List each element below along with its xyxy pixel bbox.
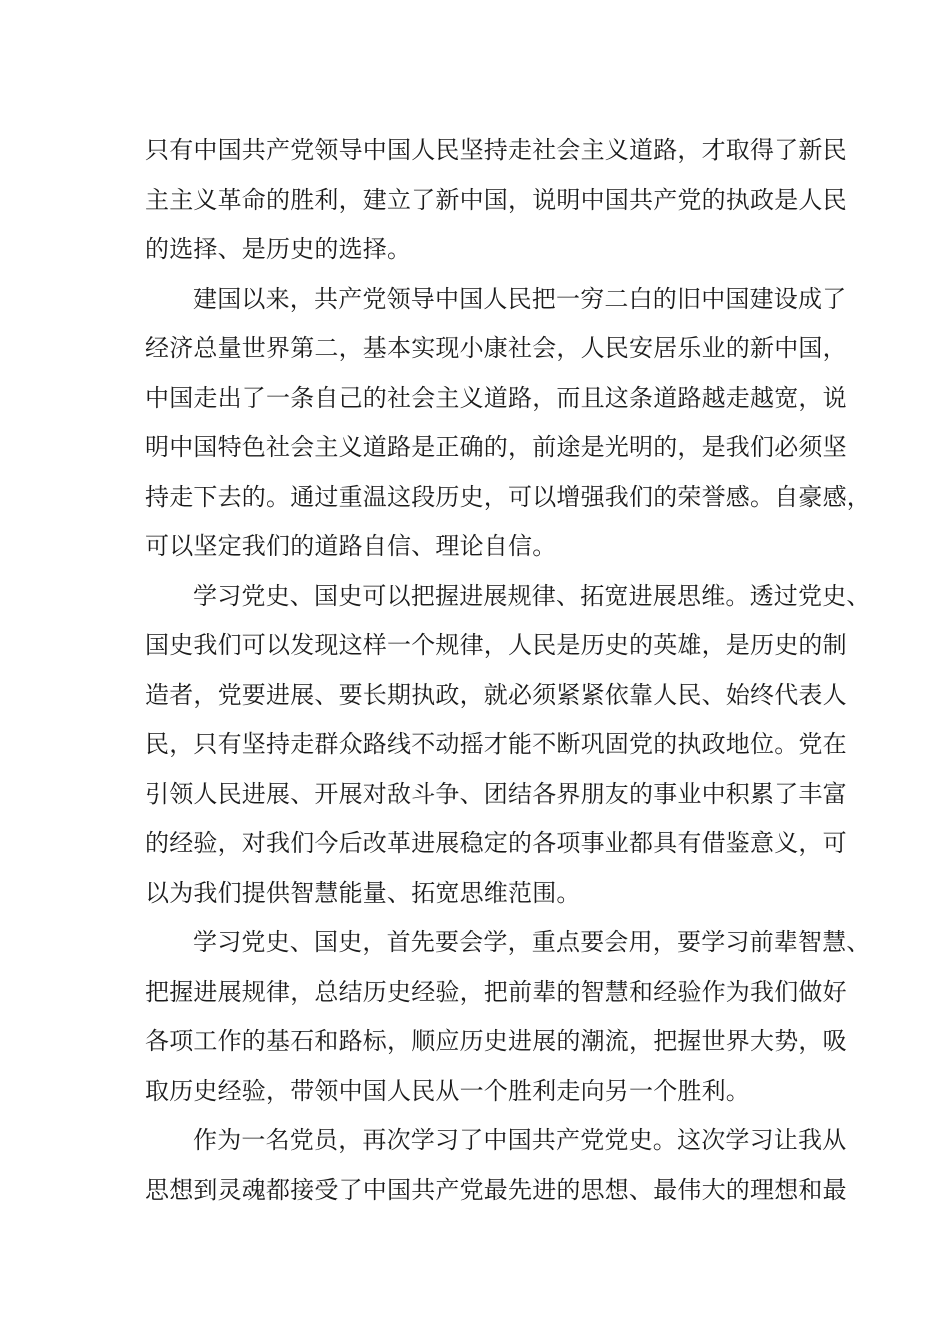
text-line: 建国以来，共产党领导中国人民把一穷二白的旧中国建设成了 xyxy=(193,285,847,313)
text-line: 可以坚定我们的道路自信、理论自信。 xyxy=(145,532,557,560)
text-line: 持走下去的。通过重温这段历史，可以增强我们的荣誉感。自豪感， xyxy=(145,483,871,511)
text-line: 把握进展规律，总结历史经验，把前辈的智慧和经验作为我们做好 xyxy=(145,978,847,1006)
text-line: 以为我们提供智慧能量、拓宽思维范围。 xyxy=(145,879,581,907)
text-line: 作为一名党员，再次学习了中国共产党党史。这次学习让我从 xyxy=(193,1126,847,1154)
text-line: 各项工作的基石和路标，顺应历史进展的潮流，把握世界大势，吸 xyxy=(145,1027,847,1055)
text-line: 的选择、是历史的选择。 xyxy=(145,235,412,263)
text-line: 主主义革命的胜利，建立了新中国，说明中国共产党的执政是人民 xyxy=(145,186,847,214)
text-line: 造者，党要进展、要长期执政，就必须紧紧依靠人民、始终代表人 xyxy=(145,681,847,709)
text-line: 只有中国共产党领导中国人民坚持走社会主义道路，才取得了新民 xyxy=(145,136,847,164)
text-line: 取历史经验，带领中国人民从一个胜利走向另一个胜利。 xyxy=(145,1077,750,1105)
text-line: 的经验，对我们今后改革进展稳定的各项事业都具有借鉴意义，可 xyxy=(145,829,847,857)
text-line: 经济总量世界第二，基本实现小康社会，人民安居乐业的新中国， xyxy=(145,334,847,362)
text-line: 学习党史、国史可以把握进展规律、拓宽进展思维。透过党史、 xyxy=(193,582,871,610)
text-line: 思想到灵魂都接受了中国共产党最先进的思想、最伟大的理想和最 xyxy=(145,1176,847,1204)
text-line: 引领人民进展、开展对敌斗争、团结各界朋友的事业中积累了丰富 xyxy=(145,780,847,808)
text-line: 民，只有坚持走群众路线不动摇才能不断巩固党的执政地位。党在 xyxy=(145,730,847,758)
text-line: 国史我们可以发现这样一个规律，人民是历史的英雄，是历史的制 xyxy=(145,631,847,659)
text-line: 中国走出了一条自己的社会主义道路，而且这条道路越走越宽，说 xyxy=(145,384,847,412)
text-line: 学习党史、国史，首先要会学，重点要会用，要学习前辈智慧、 xyxy=(193,928,871,956)
text-line: 明中国特色社会主义道路是正确的，前途是光明的，是我们必须坚 xyxy=(145,433,847,461)
